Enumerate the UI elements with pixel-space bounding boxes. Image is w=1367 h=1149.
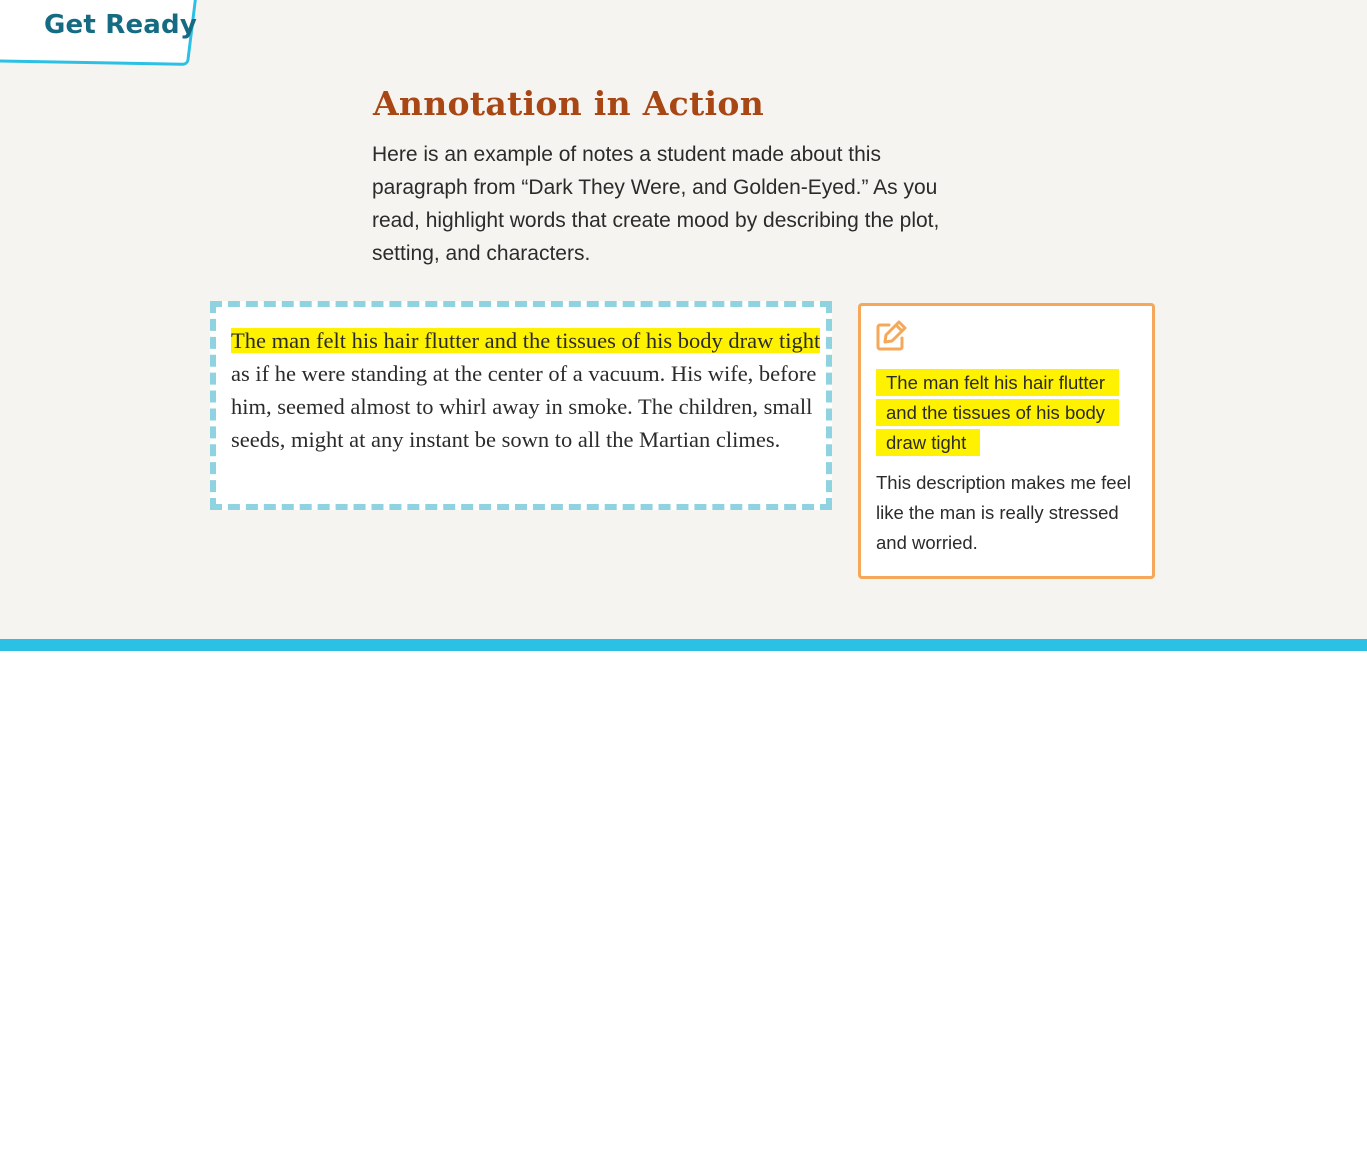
note-quote [876, 368, 1136, 458]
annotation-note [858, 303, 1155, 579]
note-comment: This description makes me feel like the man is really stressed and worried. [876, 472, 1131, 553]
section-tab-label: Get Ready [44, 10, 198, 40]
note-quote-highlight: The man felt his hair flutter and the tissues of his body draw tight [876, 369, 1119, 456]
intro-text: Here is an example of notes a student made about this paragraph from “Dark They Were, and Golden-Eyed.” As you read, highlight words that create mood by describing the plot, setting, and characters. [372, 143, 940, 265]
page-title: Annotation in Action [373, 84, 764, 123]
passage-text [231, 324, 826, 456]
passage-rest: as if he were standing at the center of a vacuum. His wife, before him, seemed almost to whirl away in smoke. The children, small seeds, might at any instant be sown to all the Martian climes. [231, 361, 817, 452]
passage-box [210, 301, 832, 510]
passage-highlight[interactable]: The man felt his hair flutter and the tissues of his body draw tight [231, 328, 821, 353]
section-divider [0, 639, 1367, 651]
edit-note-icon [875, 318, 909, 352]
